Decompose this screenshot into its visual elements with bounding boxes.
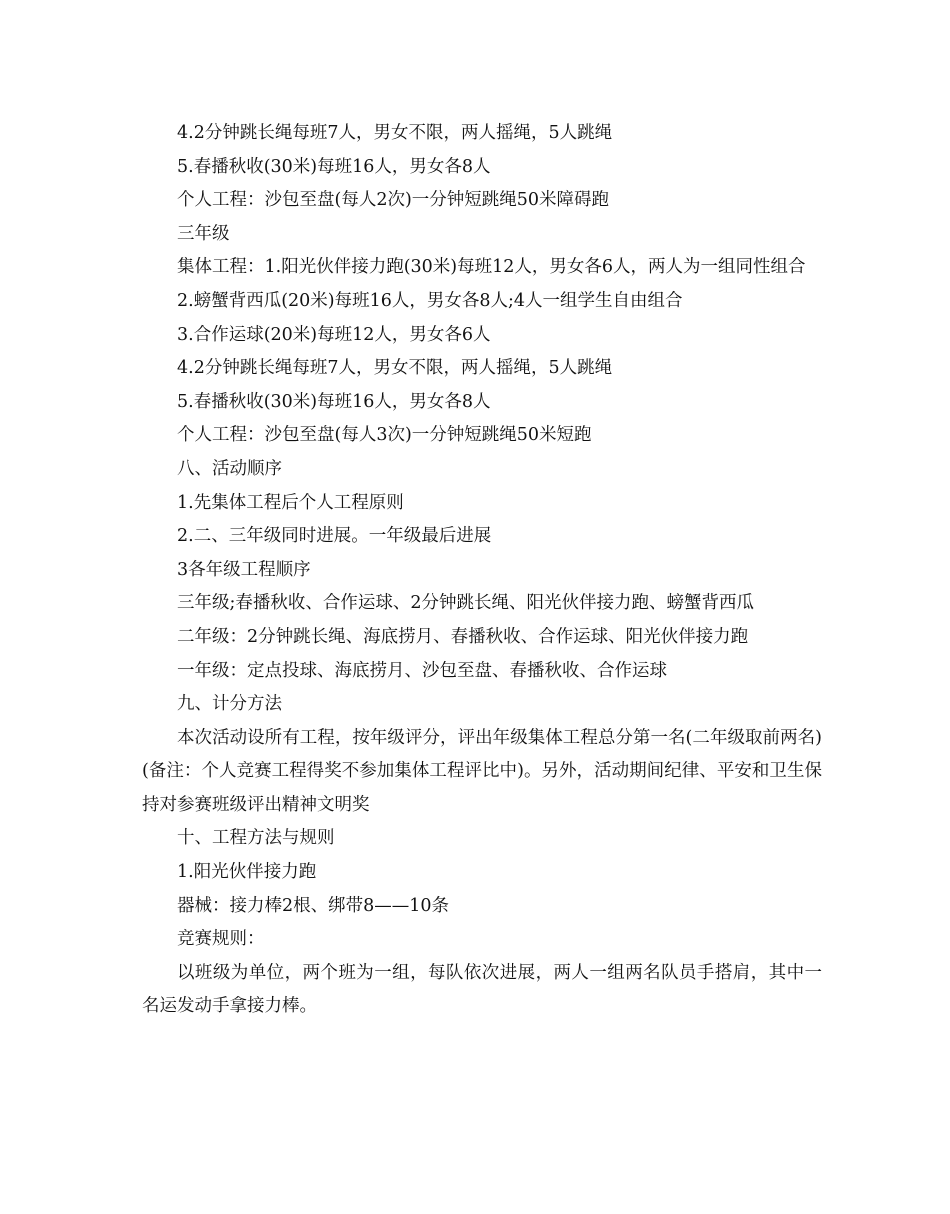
section-heading: 十、工程方法与规则 — [177, 828, 335, 849]
section-heading: 三年级 — [177, 223, 230, 244]
paragraph: 1.先集体工程后个人工程原则 — [177, 492, 404, 513]
paragraph: 3各年级工程顺序 — [177, 559, 311, 580]
paragraph: 以班级为单位，两个班为一组，每队依次进展，两人一组两名队员手搭肩，其中一名运发动手拿接力棒。 — [142, 962, 822, 1017]
paragraph: 一年级：定点投球、海底捞月、沙包至盘、春播秋收、合作运球 — [177, 660, 667, 681]
paragraph: 5.春播秋收(30米)每班16人，男女各8人 — [177, 156, 491, 177]
paragraph: 4.2分钟跳长绳每班7人，男女不限，两人摇绳，5人跳绳 — [177, 358, 613, 379]
section-heading: 八、活动顺序 — [177, 458, 282, 479]
paragraph: 2.螃蟹背西瓜(20米)每班16人，男女各8人;4人一组学生自由组合 — [177, 290, 683, 311]
paragraph: 本次活动设所有工程，按年级评分，评出年级集体工程总分第一名(二年级取前两名)(备注：个人竞赛工程得奖不参加集体工程评比中)。另外，活动期间纪律、平安和卫生保持对参赛班级评出精神文明奖 — [142, 727, 822, 815]
section-heading: 九、计分方法 — [177, 694, 282, 715]
paragraph: 竞赛规则： — [177, 929, 265, 950]
paragraph: 集体工程：1.阳光伙伴接力跑(30米)每班12人，男女各6人，两人为一组同性组合 — [177, 257, 806, 278]
paragraph: 二年级：2分钟跳长绳、海底捞月、春播秋收、合作运球、阳光伙伴接力跑 — [177, 626, 749, 647]
paragraph: 个人工程：沙包至盘(每人3次)一分钟短跳绳50米短跑 — [177, 425, 592, 446]
paragraph: 3.合作运球(20米)每班12人，男女各6人 — [177, 324, 491, 345]
paragraph: 4.2分钟跳长绳每班7人，男女不限，两人摇绳，5人跳绳 — [177, 123, 613, 143]
paragraph: 1.阳光伙伴接力跑 — [177, 862, 317, 883]
paragraph: 三年级;春播秋收、合作运球、2分钟跳长绳、阳光伙伴接力跑、螃蟹背西瓜 — [177, 593, 755, 614]
paragraph: 器械：接力棒2根、绑带8——10条 — [177, 895, 450, 916]
document-body — [142, 117, 822, 1024]
paragraph: 个人工程：沙包至盘(每人2次)一分钟短跳绳50米障碍跑 — [177, 190, 610, 211]
paragraph: 5.春播秋收(30米)每班16人，男女各8人 — [177, 391, 491, 412]
paragraph: 2.二、三年级同时进展。一年级最后进展 — [177, 526, 492, 547]
